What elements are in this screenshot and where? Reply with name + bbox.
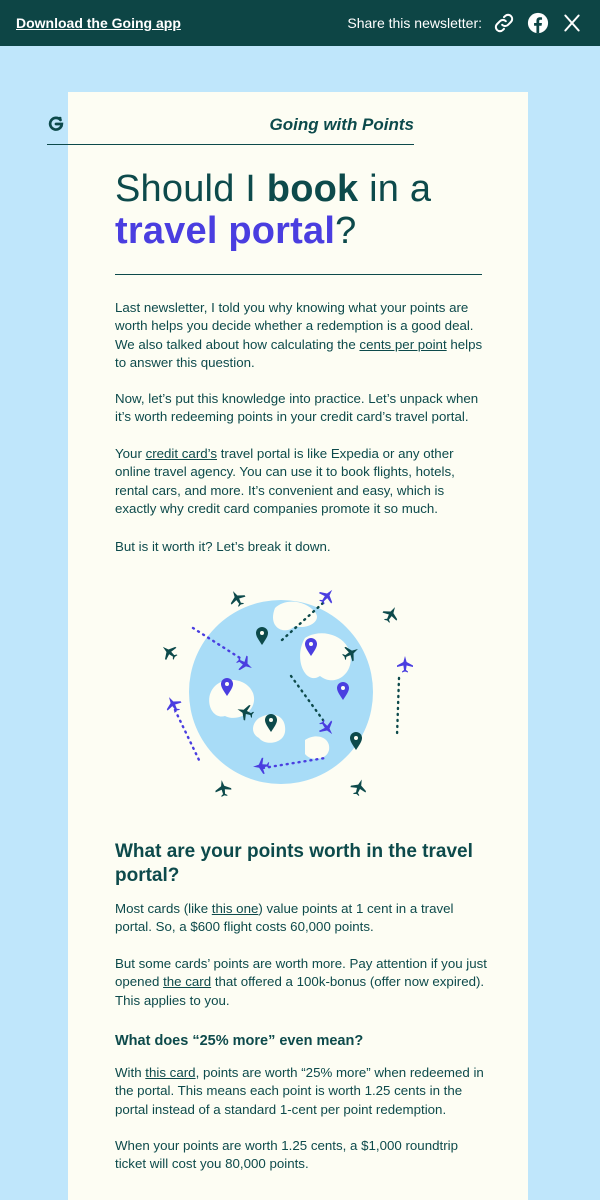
the-card-link[interactable]: the card [163, 974, 212, 990]
x-icon[interactable] [560, 11, 584, 35]
credit-card-link[interactable]: credit card’s [145, 446, 218, 461]
going-logo-icon [47, 115, 65, 133]
section-paragraph-3: With this card, points are worth “25% more” when redeemed in the portal. This means each point is worth 1.25 cents in the portal instead of a standard 1-cent per point redemption. [115, 1065, 484, 1117]
newsletter-header [47, 115, 414, 145]
download-app-link[interactable]: Download the Going app [16, 15, 181, 31]
this-one-link[interactable]: this one [211, 901, 259, 916]
intro-paragraph-3: Your credit card’s travel portal is like Expedia or any other online travel agency. You can use it to book flights, hotels, rental cars, and more. It’s convenient and easy, which is exactly why credit card companies promote it so much. [115, 446, 455, 516]
top-bar [0, 0, 600, 46]
section-paragraph-2: But some cards’ points are worth more. Pay attention if you just opened the card that offered a 100k-bonus (offer now expired). This applies to you. [115, 956, 487, 1008]
section-paragraph-4: When your points are worth 1.25 cents, a $1,000 roundtrip ticket will cost you 80,000 points. [115, 1138, 458, 1172]
share-label: Share this newsletter: [347, 15, 482, 31]
divider [115, 274, 482, 275]
section-heading: What are your points worth in the travel portal? [115, 841, 473, 886]
section-paragraph-1: Most cards (like this one) value points at 1 cent in a travel portal. So, a $600 flight costs 60,000 points. [115, 901, 454, 935]
page-title: Should I book in a travel portal? [115, 168, 432, 252]
section-subheading: What does “25% more” even mean? [115, 1033, 364, 1049]
intro-paragraph-2: Now, let’s put this knowledge into practice. Let’s unpack when it’s worth redeeming points in your credit card’s travel portal. [115, 391, 479, 425]
cents-per-point-link[interactable]: cents per point [359, 336, 447, 352]
intro-paragraph-4: But is it worth it? Let’s break it down. [115, 539, 331, 554]
intro-paragraph-1: Last newsletter, I told you why knowing what your points are worth helps you decide whether a redemption is a good deal. We also talked about how calculating the cents per point helps to answer this question. [115, 300, 483, 370]
this-card-link[interactable]: this card [145, 1065, 196, 1080]
globe-travel-illustration [155, 578, 420, 800]
brand-name: Going with Points [269, 115, 414, 134]
share-bar [347, 11, 584, 35]
link-icon[interactable] [492, 11, 516, 35]
facebook-icon[interactable] [526, 11, 550, 35]
